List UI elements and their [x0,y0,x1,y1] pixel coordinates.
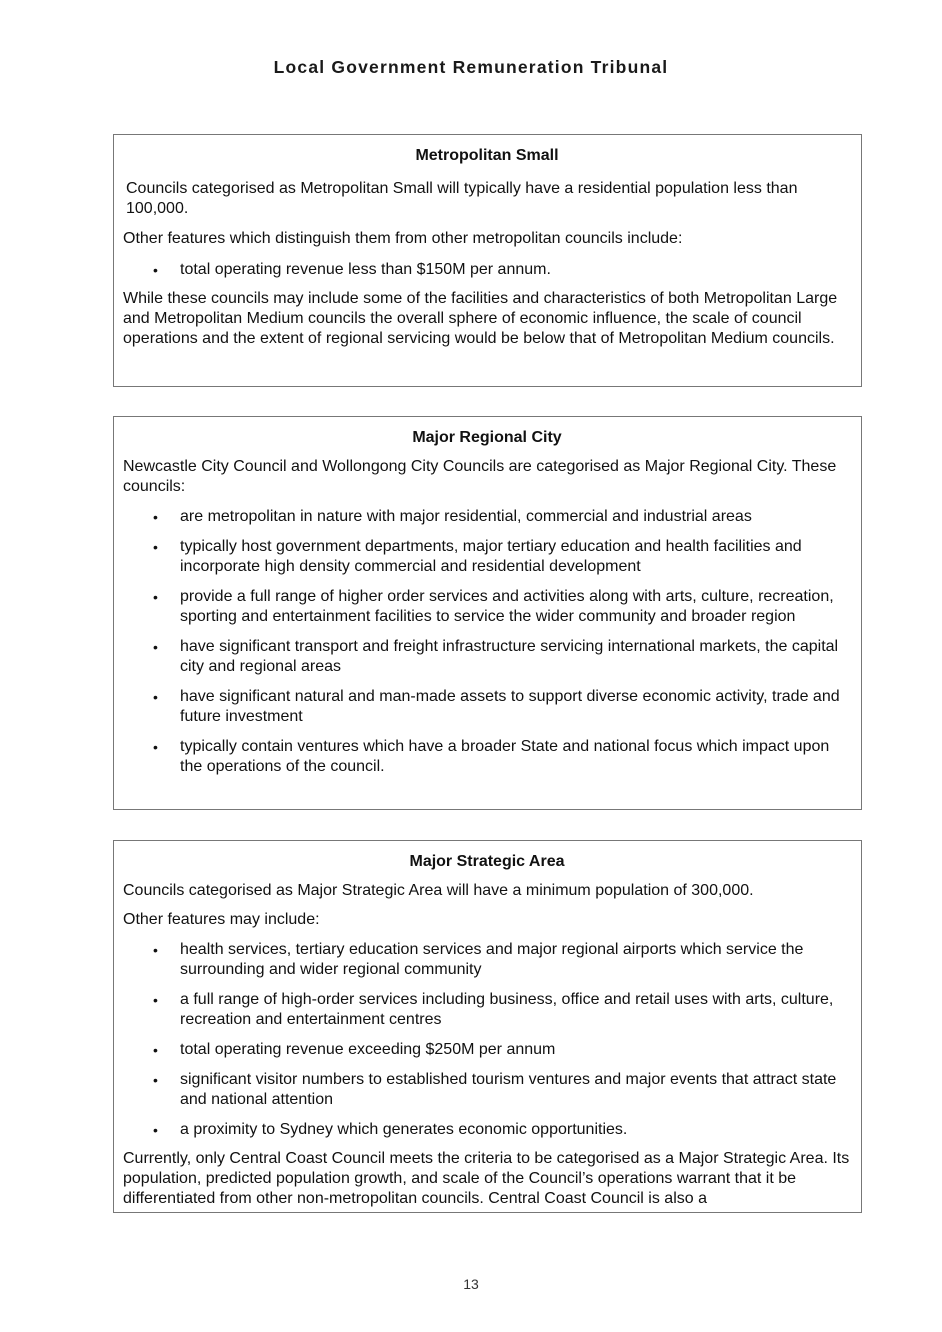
bullet-icon: • [153,509,158,525]
section-title: Major Regional City [412,429,562,446]
section-metropolitan-small [113,134,862,387]
list-item-text: health services, tertiary education services and major regional airports which service the surrounding and wider regional community [180,941,804,978]
bullet-icon: • [153,1122,158,1138]
bullet-list [123,260,851,280]
bullet-icon: • [153,992,158,1008]
bullet-icon: • [153,689,158,705]
section-lead: Other features which distinguish them from other metropolitan councils include: [123,230,683,247]
section-closing: While these councils may include some of the facilities and characteristics of both Metropolitan Large and Metropolitan Medium councils the overall sphere of economic influence, the scale of council operations and the extent of regional servicing would be below that of Metropolitan Medium councils. [123,290,838,347]
list-item-text: have significant transport and freight infrastructure servicing international markets, the capital city and regional areas [180,638,839,675]
list-item [123,687,851,727]
section-major-regional-city [113,416,862,810]
list-item-text: a full range of high-order services including business, office and retail uses with arts, culture, recreation and entertainment centres [180,991,834,1028]
list-item-text: significant visitor numbers to established tourism ventures and major events that attract state and national attention [180,1071,837,1108]
list-item [123,940,851,980]
bullet-icon: • [153,1072,158,1088]
list-item [123,260,851,280]
page-number: 13 [463,1276,479,1292]
bullet-icon: • [153,262,158,278]
bullet-list [123,507,851,777]
list-item [123,587,851,627]
section-closing: Currently, only Central Coast Council meets the criteria to be categorised as a Major Strategic Area. Its population, predicted population growth, and scale of the Council’s operations warrant that it be differentiated from other non-metropolitan councils. Central Coast Council is also a [123,1150,850,1207]
list-item [123,637,851,677]
bullet-icon: • [153,739,158,755]
list-item [123,507,851,527]
list-item-text: a proximity to Sydney which generates economic opportunities. [180,1121,628,1138]
bullet-list [123,940,851,1140]
page-header-title: Local Government Remuneration Tribunal [273,57,669,77]
list-item-text: typically host government departments, major tertiary education and health facilities and incorporate high density commercial and residential development [180,538,802,575]
bullet-icon: • [153,589,158,605]
section-major-strategic-area [113,840,862,1213]
list-item [123,537,851,577]
list-item [123,990,851,1030]
list-item-text: have significant natural and man-made assets to support diverse economic activity, trade and future investment [180,688,840,725]
list-item-text: provide a full range of higher order services and activities along with arts, culture, recreation, sporting and entertainment facilities to service the wider community and broader region [180,588,834,625]
list-item [123,1070,851,1110]
section-intro: Newcastle City Council and Wollongong City Councils are categorised as Major Regional City. These councils: [123,458,837,495]
bullet-icon: • [153,1042,158,1058]
list-item [123,737,851,777]
bullet-icon: • [153,639,158,655]
section-title: Metropolitan Small [415,147,559,164]
section-intro: Councils categorised as Metropolitan Small will typically have a residential population less than 100,000. [126,180,798,217]
list-item [123,1040,851,1060]
list-item-text: total operating revenue less than $150M per annum. [180,261,551,278]
section-intro: Councils categorised as Major Strategic Area will have a minimum population of 300,000. [123,882,754,899]
list-item [123,1120,851,1140]
list-item-text: are metropolitan in nature with major residential, commercial and industrial areas [180,508,752,525]
bullet-icon: • [153,539,158,555]
list-item-text: total operating revenue exceeding $250M per annum [180,1041,556,1058]
section-title: Major Strategic Area [409,853,565,870]
list-item-text: typically contain ventures which have a broader State and national focus which impact upon the operations of the council. [180,738,830,775]
bullet-icon: • [153,942,158,958]
section-lead: Other features may include: [123,911,320,928]
